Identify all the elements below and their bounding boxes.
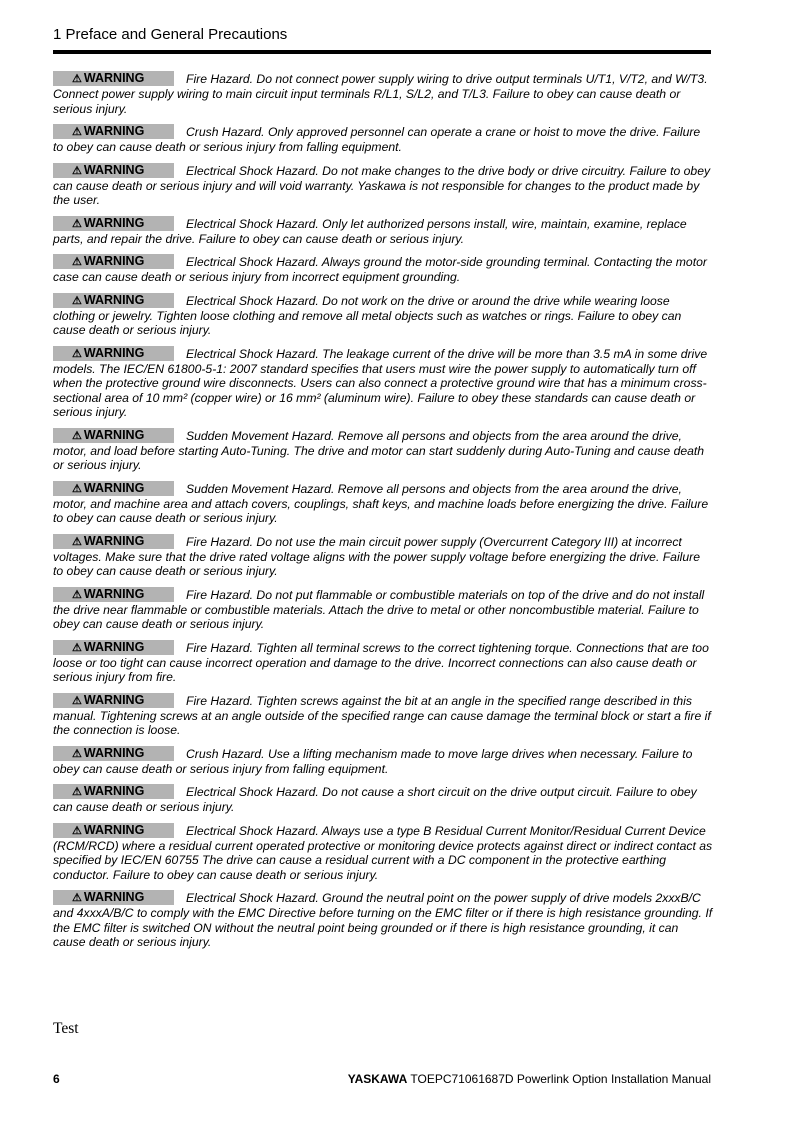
warning-badge — [53, 71, 174, 86]
warning-item — [53, 429, 713, 473]
warning-label: WARNING — [83, 162, 145, 177]
warning-badge — [53, 890, 174, 905]
warning-badge — [53, 163, 174, 178]
warning-triangle-icon: ⚠ — [72, 429, 82, 442]
warning-label: WARNING — [83, 890, 145, 904]
warning-badge — [53, 746, 174, 761]
footer-manual-title — [348, 1072, 711, 1086]
warning-label: WARNING — [83, 639, 145, 654]
warnings-list — [53, 72, 713, 959]
warning-badge — [53, 823, 174, 838]
warning-badge — [53, 784, 174, 799]
warning-badge — [53, 693, 174, 708]
warning-label: WARNING — [83, 124, 145, 138]
warning-text: Fire Hazard. Do not connect power supply wiring to drive output terminals U/T1, V/T2, and W/T3. Connect power supply wiring to main circuit input terminals R/L1, S/L2, and T/L3. Failure to obey can cause death or serious injury. — [53, 72, 708, 116]
warning-item — [53, 785, 713, 815]
warning-item — [53, 294, 713, 338]
warning-badge — [53, 481, 174, 496]
warning-item — [53, 588, 713, 632]
warning-text: Electrical Shock Hazard. The leakage current of the drive will be more than 3.5 mA in some drive models. The IEC/EN 61800-5-1: 2007 standard specifies that users must wire the power supply to automatically turn off when the protective ground wire disconnects. Users can also connect a protective ground wire that has a minimum cross-sectional area of 10 mm² (copper wire) or 16 mm² (aluminum wire). Failure to obey these standards can cause death or serious injury. — [53, 346, 708, 419]
warning-triangle-icon: ⚠ — [72, 694, 82, 707]
warning-item — [53, 694, 713, 738]
warning-triangle-icon: ⚠ — [72, 892, 82, 904]
warning-label: WARNING — [83, 292, 145, 307]
warning-triangle-icon: ⚠ — [72, 641, 82, 654]
warning-triangle-icon: ⚠ — [72, 786, 82, 798]
warning-item — [53, 255, 713, 285]
warning-triangle-icon: ⚠ — [72, 217, 82, 230]
warning-triangle-icon: ⚠ — [72, 347, 82, 360]
warning-text: Electrical Shock Hazard. Only let authorized persons install, wire, maintain, examine, replace parts, and repair the drive. Failure to obey can cause death or serious injury. — [53, 216, 687, 246]
warning-label: WARNING — [83, 480, 145, 495]
warning-text: Sudden Movement Hazard. Remove all persons and objects from the area around the drive, motor, and machine area and attach covers, couplings, shaft keys, and machine loads before energizing the drive. Failure to obey can cause death or serious injury. — [53, 481, 709, 525]
warning-label: WARNING — [83, 784, 145, 798]
warning-item — [53, 125, 713, 155]
warning-item — [53, 164, 713, 208]
warning-label: WARNING — [83, 215, 145, 230]
warning-text: Crush Hazard. Use a lifting mechanism made to move large drives when necessary. Failure to obey can cause death or serious injury from falling equipment. — [53, 746, 693, 776]
warning-item — [53, 347, 713, 420]
warning-text: Fire Hazard. Do not put flammable or combustible materials on top of the drive and do not install the drive near flammable or combustible materials. Attach the drive to metal or other noncombustible material. Failure to obey can cause death or serious injury. — [53, 587, 705, 631]
warning-text: Electrical Shock Hazard. Do not make changes to the drive body or drive circuitry. Failure to obey can cause death or serious injury and will void warranty. Yaskawa is not responsible for changes to the product made by the user. — [53, 163, 711, 207]
warning-triangle-icon: ⚠ — [72, 747, 82, 760]
warning-label: WARNING — [83, 427, 145, 442]
warning-badge — [53, 293, 174, 308]
warning-triangle-icon: ⚠ — [72, 824, 82, 837]
warning-label: WARNING — [83, 71, 145, 85]
warning-triangle-icon: ⚠ — [72, 73, 82, 85]
warning-item — [53, 72, 713, 116]
warning-triangle-icon: ⚠ — [72, 482, 82, 495]
warning-item — [53, 747, 713, 777]
warning-badge — [53, 587, 174, 602]
warning-text: Crush Hazard. Only approved personnel can operate a crane or hoist to move the drive. Failure to obey can cause death or serious injury from falling equipment. — [53, 125, 701, 154]
warning-label: WARNING — [83, 692, 145, 707]
warning-triangle-icon: ⚠ — [72, 256, 82, 268]
warning-badge — [53, 124, 174, 139]
page-header: 1 Preface and General Precautions — [53, 26, 288, 43]
warning-triangle-icon: ⚠ — [72, 535, 82, 548]
warning-item — [53, 824, 713, 883]
warning-text: Electrical Shock Hazard. Ground the neutral point on the power supply of drive models 2xxxB/C and 4xxxA/B/C to comply with the EMC Directive before turning on the EMC filter or if there is high resistance grounding. If the EMC filter is switched ON without the neutral point being grounded or if there is high resistance grounding, it can cause death or serious injury. — [53, 891, 713, 949]
warning-text: Electrical Shock Hazard. Always use a type B Residual Current Monitor/Residual Current Device (RCM/RCD) where a residual current operated protective or monitoring device protects against direct or indirect contact as specified by IEC/EN 60755 The drive can cause a residual current with a DC component in the protective earthing conductor. Failure to obey can cause death or serious injury. — [53, 823, 713, 882]
footer-manual: TOEPC71061687D Powerlink Option Installation Manual — [407, 1072, 711, 1086]
warning-label: WARNING — [83, 533, 145, 548]
footer-brand: YASKAWA — [347, 1072, 408, 1086]
warning-label: WARNING — [83, 345, 145, 360]
warning-item — [53, 641, 713, 685]
warning-text: Electrical Shock Hazard. Do not cause a short circuit on the drive output circuit. Failure to obey can cause death or serious injury. — [53, 785, 697, 814]
warning-badge — [53, 216, 174, 231]
warning-item — [53, 535, 713, 579]
warning-label: WARNING — [83, 822, 145, 837]
header-rule — [53, 50, 711, 54]
warning-badge — [53, 346, 174, 361]
test-text: Test — [53, 1020, 79, 1037]
page-number: 6 — [53, 1072, 60, 1086]
warning-item — [53, 891, 713, 950]
warning-triangle-icon: ⚠ — [72, 164, 82, 177]
warning-text: Fire Hazard. Tighten screws against the bit at an angle in the specified range described in this manual. Tightening screws at an angle outside of the specified range can cause damage the terminal block or start a fire if the connection is loose. — [53, 693, 711, 737]
warning-text: Fire Hazard. Tighten all terminal screws to the correct tightening torque. Connections that are too loose or too tight can cause incorrect operation and damage to the drive. Incorrect connections can also cause death or serious injury from fire. — [53, 640, 709, 684]
warning-badge — [53, 640, 174, 655]
warning-text: Electrical Shock Hazard. Do not work on the drive or around the drive while wearing loose clothing or jewelry. Tighten loose clothing and remove all metal objects such as watches or rings. Failure to obey can cause death or serious injury. — [53, 293, 682, 337]
warning-text: Fire Hazard. Do not use the main circuit power supply (Overcurrent Category III) at incorrect voltages. Make sure that the drive rated voltage aligns with the power supply voltage before energizing the drive. Failure to obey can cause death or serious injury. — [53, 534, 700, 578]
warning-label: WARNING — [83, 254, 145, 268]
warning-text: Sudden Movement Hazard. Remove all persons and objects from the area around the drive, motor, and load before starting Auto-Tuning. The drive and motor can start suddenly during Auto-Tuning and cause death or serious injury. — [53, 428, 705, 472]
warning-triangle-icon: ⚠ — [72, 588, 82, 601]
warning-badge — [53, 534, 174, 549]
warning-text: Electrical Shock Hazard. Always ground the motor-side grounding terminal. Contacting the motor case can cause death or serious injury from incorrect equipment grounding. — [53, 255, 707, 284]
warning-triangle-icon: ⚠ — [72, 294, 82, 307]
warning-item — [53, 217, 713, 247]
warning-badge — [53, 254, 174, 269]
warning-item — [53, 482, 713, 526]
warning-badge — [53, 428, 174, 443]
warning-label: WARNING — [83, 586, 145, 601]
warning-label: WARNING — [83, 745, 145, 760]
warning-triangle-icon: ⚠ — [72, 126, 82, 138]
